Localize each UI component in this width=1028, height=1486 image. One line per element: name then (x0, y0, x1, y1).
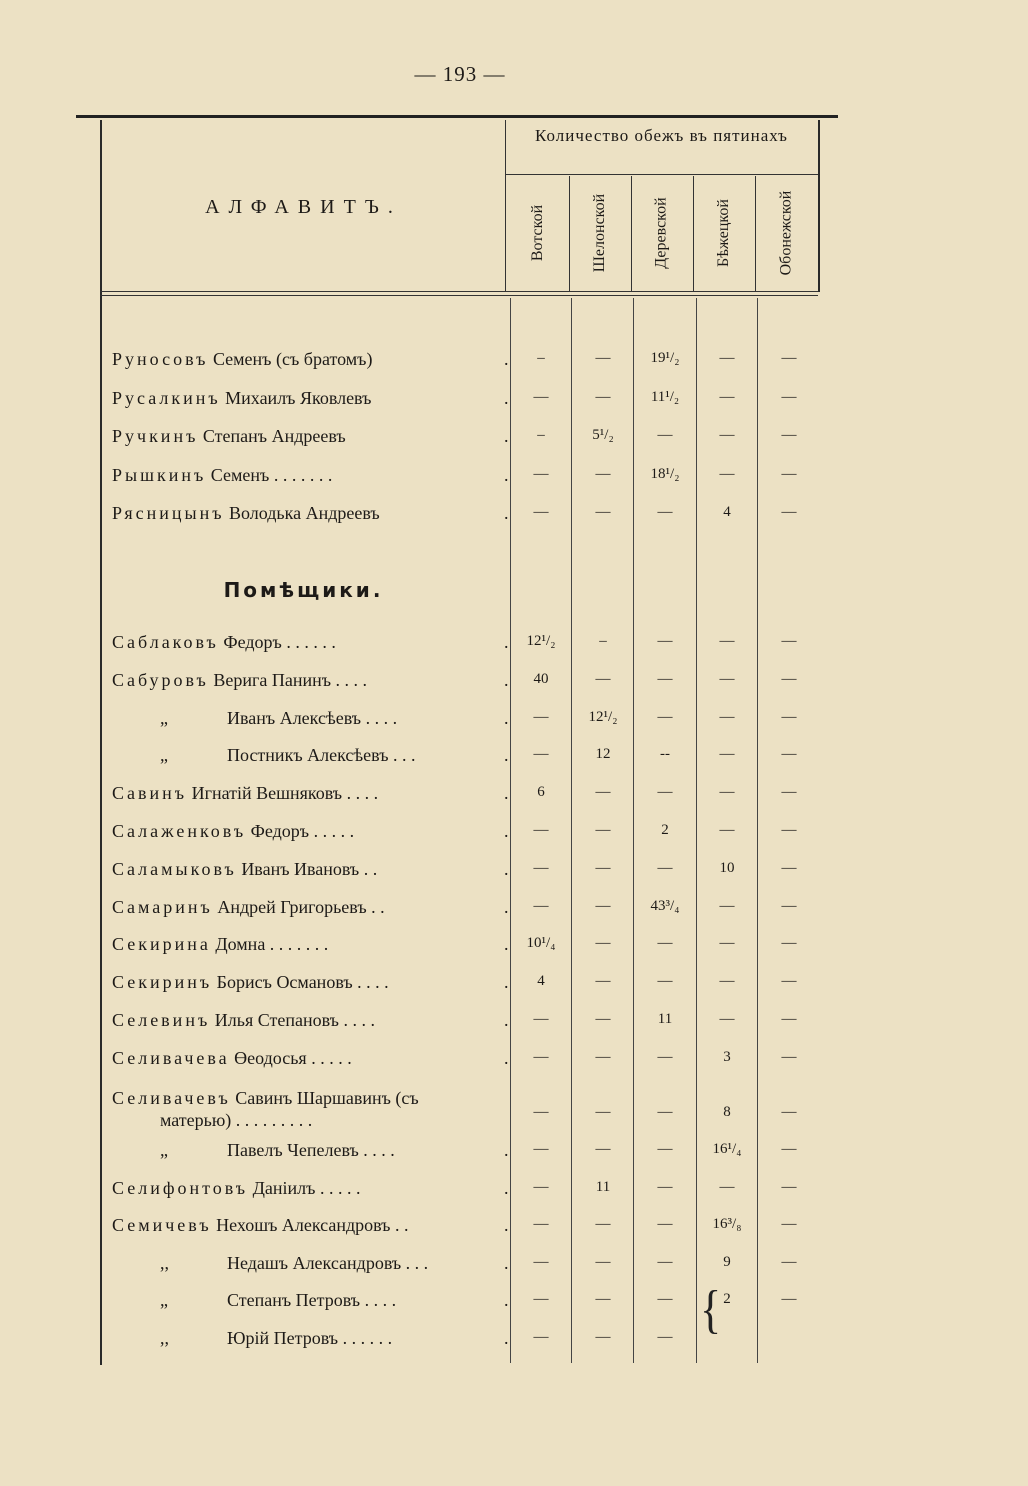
value-cell: — (595, 1291, 611, 1307)
value-cell: — (657, 1048, 673, 1065)
value-cell: — (781, 859, 797, 876)
value-cell: — (719, 1011, 735, 1027)
value-cell: 4 (723, 504, 731, 520)
value-cell: — (533, 1048, 549, 1065)
value-cell: — (533, 1216, 549, 1232)
value-cell: 11 (595, 1178, 611, 1195)
value-cell: — (595, 465, 611, 482)
value-cell: — (719, 746, 735, 763)
leader-dot: . (504, 669, 509, 690)
leader-dot: . (504, 707, 509, 728)
value-cell: — (533, 1104, 549, 1120)
given-name: Даніилъ . . . . . (248, 1177, 361, 1198)
row-name (112, 859, 502, 880)
col-header-derevskoy: Деревской (653, 197, 670, 269)
value-cell: 16¹/₄ (712, 1141, 742, 1157)
quantity-rule (505, 174, 818, 175)
value-cell: — (595, 1253, 611, 1270)
leader-dot: . (504, 745, 509, 766)
table-row (112, 498, 820, 534)
value-cell: 5¹/₂ (592, 427, 614, 443)
row-name (112, 783, 502, 804)
value-cell: — (595, 784, 611, 801)
value-cell: — (781, 1048, 797, 1065)
value-cell: — (657, 859, 673, 876)
value-cell: 18¹/₂ (650, 465, 680, 482)
value-cell: — (533, 1328, 549, 1345)
value-cell: — (657, 504, 673, 520)
header-double-rule (100, 291, 818, 292)
row-name (112, 388, 502, 409)
row-name (112, 1178, 502, 1199)
leader-dot: . (504, 387, 509, 408)
given-name: Семенъ (съ братомъ) (208, 349, 373, 369)
table-row (112, 1005, 820, 1041)
value-cell: — (781, 1141, 797, 1157)
value-cell: — (533, 388, 549, 405)
value-cell: — (595, 1104, 611, 1120)
value-cell: -- (660, 746, 670, 763)
value-cell: 3 (723, 1048, 731, 1065)
surname: Саблаковъ (112, 632, 219, 652)
value-cell: — (781, 935, 797, 952)
table-row (112, 703, 820, 739)
value-cell: — (781, 822, 797, 838)
given-name: Игнатій Вешняковъ . . . . (187, 783, 379, 804)
given-name: Федоръ . . . . . . (218, 632, 336, 652)
leader-dot: . (504, 1327, 509, 1348)
given-name: Савинъ Шаршавинъ (съ (230, 1088, 419, 1108)
surname: Салаженковъ (112, 821, 247, 841)
value-cell: — (719, 897, 735, 914)
leader-dot: . (504, 1215, 509, 1235)
value-cell: — (533, 1253, 549, 1270)
given-name: Недашъ Александровъ . . . (227, 1252, 429, 1273)
value-cell: — (781, 973, 797, 990)
value-cell: 10¹/₄ (526, 935, 556, 952)
value-cell: — (781, 1104, 797, 1120)
value-cell: 9 (723, 1253, 731, 1270)
ditto-mark: „ (160, 1290, 168, 1310)
leader-dot: . (504, 632, 509, 652)
value-cell: — (595, 1141, 611, 1157)
value-cell: 19¹/₂ (650, 350, 680, 366)
row-name (112, 821, 502, 842)
surname: Селифонтовъ (112, 1177, 249, 1198)
leader-dot: . (504, 1140, 509, 1160)
value-cell: — (781, 708, 797, 725)
col-header-bezhetskoy: Бѣжецкой (715, 199, 732, 267)
table-row (112, 344, 820, 380)
table-row (112, 1043, 820, 1079)
value-cell: — (657, 427, 673, 443)
value-cell: — (781, 633, 797, 649)
given-name: Андрей Григорьевъ . . (212, 896, 385, 917)
value-cell: 16³/₈ (712, 1216, 742, 1232)
table-row (112, 1082, 820, 1136)
value-cell: — (595, 897, 611, 914)
value-cell: — (781, 1178, 797, 1195)
value-cell: 40 (533, 670, 549, 687)
value-cell: — (595, 973, 611, 990)
given-name: Домна . . . . . . . (210, 934, 329, 955)
table-row (112, 967, 820, 1003)
row-name (112, 1215, 502, 1236)
leader-dot: . (504, 972, 509, 993)
value-cell: — (657, 670, 673, 687)
value-cell: — (781, 465, 797, 482)
value-cell: — (781, 1216, 797, 1232)
surname: Самаринъ (112, 896, 213, 917)
row-name (112, 1087, 502, 1131)
leader-dot: . (504, 464, 509, 485)
table-row (112, 816, 820, 852)
value-cell: — (781, 350, 797, 366)
leader-dot: . (504, 503, 509, 523)
surname: Селивачева (112, 1047, 230, 1068)
table-row (112, 665, 820, 701)
leader-dot: . (504, 821, 509, 841)
quantity-heading: Количество обежъ въ пятинахъ (535, 126, 788, 145)
table-row (112, 383, 820, 419)
given-name: Иванъ Ивановъ . . (236, 858, 378, 879)
value-cell: – (537, 350, 545, 366)
value-cell: 11¹/₂ (650, 388, 680, 405)
value-cell: 6 (537, 784, 545, 801)
value-cell: — (533, 1178, 549, 1195)
value-cell: — (595, 1011, 611, 1027)
given-name: Павелъ Чепелевъ . . . . (227, 1140, 395, 1160)
value-cell: — (533, 1141, 549, 1157)
given-name: Юрій Петровъ . . . . . . (227, 1327, 393, 1348)
value-cell: — (781, 504, 797, 520)
value-cell: — (595, 1216, 611, 1232)
surname: Селивачевъ (112, 1088, 231, 1108)
value-cell: — (533, 822, 549, 838)
page-number: — 193 — (414, 62, 506, 86)
given-name: Иванъ Алексѣевъ . . . . (227, 707, 398, 728)
value-cell: — (657, 1178, 673, 1195)
value-cell: — (719, 973, 735, 990)
value-cell: – (599, 633, 607, 649)
value-cell: — (657, 1104, 673, 1120)
value-cell: — (657, 1253, 673, 1270)
value-cell: — (533, 746, 549, 763)
value-cell: — (719, 427, 735, 443)
value-cell: 11 (657, 1011, 673, 1027)
value-cell: 12 (595, 746, 611, 763)
table-row (112, 1135, 820, 1171)
value-cell: — (719, 670, 735, 687)
value-cell: — (595, 388, 611, 405)
row-name (112, 1048, 502, 1069)
value-cell: — (719, 708, 735, 725)
table-row (112, 1173, 820, 1209)
row-name (112, 349, 502, 370)
surname: Секирина (112, 934, 211, 955)
value-cell: — (595, 822, 611, 838)
given-name: Федоръ . . . . . (246, 821, 355, 841)
col-divider (631, 176, 632, 292)
value-cell: — (781, 897, 797, 914)
value-cell: — (781, 427, 797, 443)
given-name: Илья Степановъ . . . . (210, 1010, 375, 1030)
col-header-votskoy: Вотской (529, 204, 546, 262)
leader-dot: . (504, 1010, 509, 1030)
value-cell: 2 (723, 1291, 731, 1307)
given-name: Семенъ . . . . . . . (206, 464, 333, 485)
leader-dot: . (504, 858, 509, 879)
leader-dot: . (504, 896, 509, 917)
leader-dot: . (504, 1047, 509, 1068)
surname: Рышкинъ (112, 464, 207, 485)
value-cell: — (595, 935, 611, 952)
table-row (112, 778, 820, 814)
surname: Ручкинъ (112, 426, 199, 446)
value-cell: — (533, 1291, 549, 1307)
value-cell: — (595, 350, 611, 366)
table-row (112, 627, 820, 663)
given-name: Постникъ Алексѣевъ . . . (227, 745, 416, 766)
brace-mark: { (700, 1280, 722, 1339)
table-row (112, 1210, 820, 1246)
row-name (112, 972, 502, 993)
surname: Семичевъ (112, 1215, 212, 1235)
table-row (112, 929, 820, 965)
row-name (112, 1010, 502, 1031)
value-cell: — (657, 1328, 673, 1345)
value-cell: — (719, 350, 735, 366)
value-cell: — (533, 1011, 549, 1027)
given-name: Нехошъ Александровъ . . (211, 1215, 409, 1235)
leader-dot: . (504, 1177, 509, 1198)
value-cell: — (595, 504, 611, 520)
leader-dot: . (504, 1290, 509, 1310)
value-cell: — (657, 1291, 673, 1307)
value-cell: — (533, 504, 549, 520)
value-cell: — (719, 935, 735, 952)
value-cell: — (657, 633, 673, 649)
value-cell: 8 (723, 1104, 731, 1120)
leader-dot: . (504, 426, 509, 446)
surname: Рясницынъ (112, 503, 225, 523)
table-row (112, 460, 820, 496)
table-row (112, 854, 820, 890)
value-cell: — (719, 1178, 735, 1195)
row-name (112, 934, 502, 955)
header-double-rule-2 (100, 295, 818, 296)
table-left-border (100, 120, 102, 1365)
given-name: Степанъ Петровъ . . . . (227, 1290, 397, 1310)
value-cell: — (657, 784, 673, 801)
value-cell: — (781, 746, 797, 763)
value-cell: — (657, 973, 673, 990)
surname: Секиринъ (112, 972, 213, 993)
value-cell: — (595, 859, 611, 876)
table-row (112, 740, 820, 776)
given-name: Борисъ Османовъ . . . . (212, 972, 389, 993)
value-cell: — (657, 1216, 673, 1232)
value-cell: 2 (661, 822, 669, 838)
leader-dot: . (504, 783, 509, 804)
value-cell: — (533, 859, 549, 876)
col-header-shelonskoy: Шелонской (591, 193, 609, 273)
section-title: Помѣщики. (223, 578, 384, 602)
alphabet-heading: АЛФАВИТЪ. (205, 196, 402, 218)
surname: Саламыковъ (112, 858, 237, 879)
table-row (112, 1248, 820, 1284)
value-cell: — (657, 935, 673, 952)
row-name (112, 632, 502, 653)
value-cell: — (781, 784, 797, 801)
value-cell: — (719, 784, 735, 801)
value-cell: — (781, 1291, 797, 1307)
value-cell: — (533, 897, 549, 914)
value-cell: — (657, 708, 673, 725)
value-cell: 4 (537, 973, 545, 990)
value-cell: — (781, 388, 797, 405)
given-name: Михаилъ Яковлевъ (220, 387, 372, 408)
surname: Селевинъ (112, 1010, 211, 1030)
value-cell: — (595, 1048, 611, 1065)
ditto-mark: ,, (160, 1252, 169, 1273)
value-cell: 10 (719, 859, 735, 876)
col-divider (693, 176, 694, 292)
leader-dot: . (504, 1252, 509, 1273)
given-name: Верига Панинъ . . . . (208, 669, 368, 690)
table-row (112, 892, 820, 928)
value-cell: — (719, 633, 735, 649)
surname: Савинъ (112, 783, 188, 804)
value-cell: — (781, 670, 797, 687)
value-cell: — (781, 1253, 797, 1270)
value-cell: – (537, 427, 545, 443)
value-cell: — (719, 465, 735, 482)
given-name: Володька Андреевъ (224, 503, 380, 523)
value-cell: 12¹/₂ (526, 633, 556, 649)
table-right-border (818, 120, 820, 292)
ditto-mark: „ (160, 1140, 168, 1160)
value-cell: 43³/₄ (650, 897, 680, 914)
surname: Сабуровъ (112, 669, 209, 690)
value-cell: — (595, 670, 611, 687)
ditto-mark: „ (160, 745, 168, 766)
value-cell: — (657, 1141, 673, 1157)
value-cell: — (781, 1011, 797, 1027)
row-name (112, 465, 502, 486)
value-cell: — (533, 708, 549, 725)
col-divider (569, 176, 570, 292)
col-header-obonezhskoy: Обонежской (777, 190, 794, 276)
row-name (112, 426, 502, 447)
leader-dot: . (504, 934, 509, 955)
col-divider (755, 176, 756, 292)
ditto-mark: „ (160, 707, 168, 728)
surname: Руносовъ (112, 349, 209, 369)
given-name: Степанъ Андреевъ (198, 426, 346, 446)
top-rule (76, 115, 838, 118)
row-name (112, 503, 502, 524)
given-name: Өеодосья . . . . . (229, 1047, 352, 1068)
surname: Русалкинъ (112, 387, 221, 408)
name-continuation: матерью) . . . . . . . . . (160, 1110, 313, 1130)
value-cell: — (719, 388, 735, 405)
value-cell: — (533, 465, 549, 482)
row-name (112, 670, 502, 691)
ditto-mark: ,, (160, 1327, 169, 1348)
row-name (112, 897, 502, 918)
leader-dot: . (504, 349, 509, 369)
value-cell: — (595, 1328, 611, 1345)
table-row (112, 421, 820, 457)
value-cell: 12¹/₂ (588, 708, 618, 725)
value-cell: — (719, 822, 735, 838)
